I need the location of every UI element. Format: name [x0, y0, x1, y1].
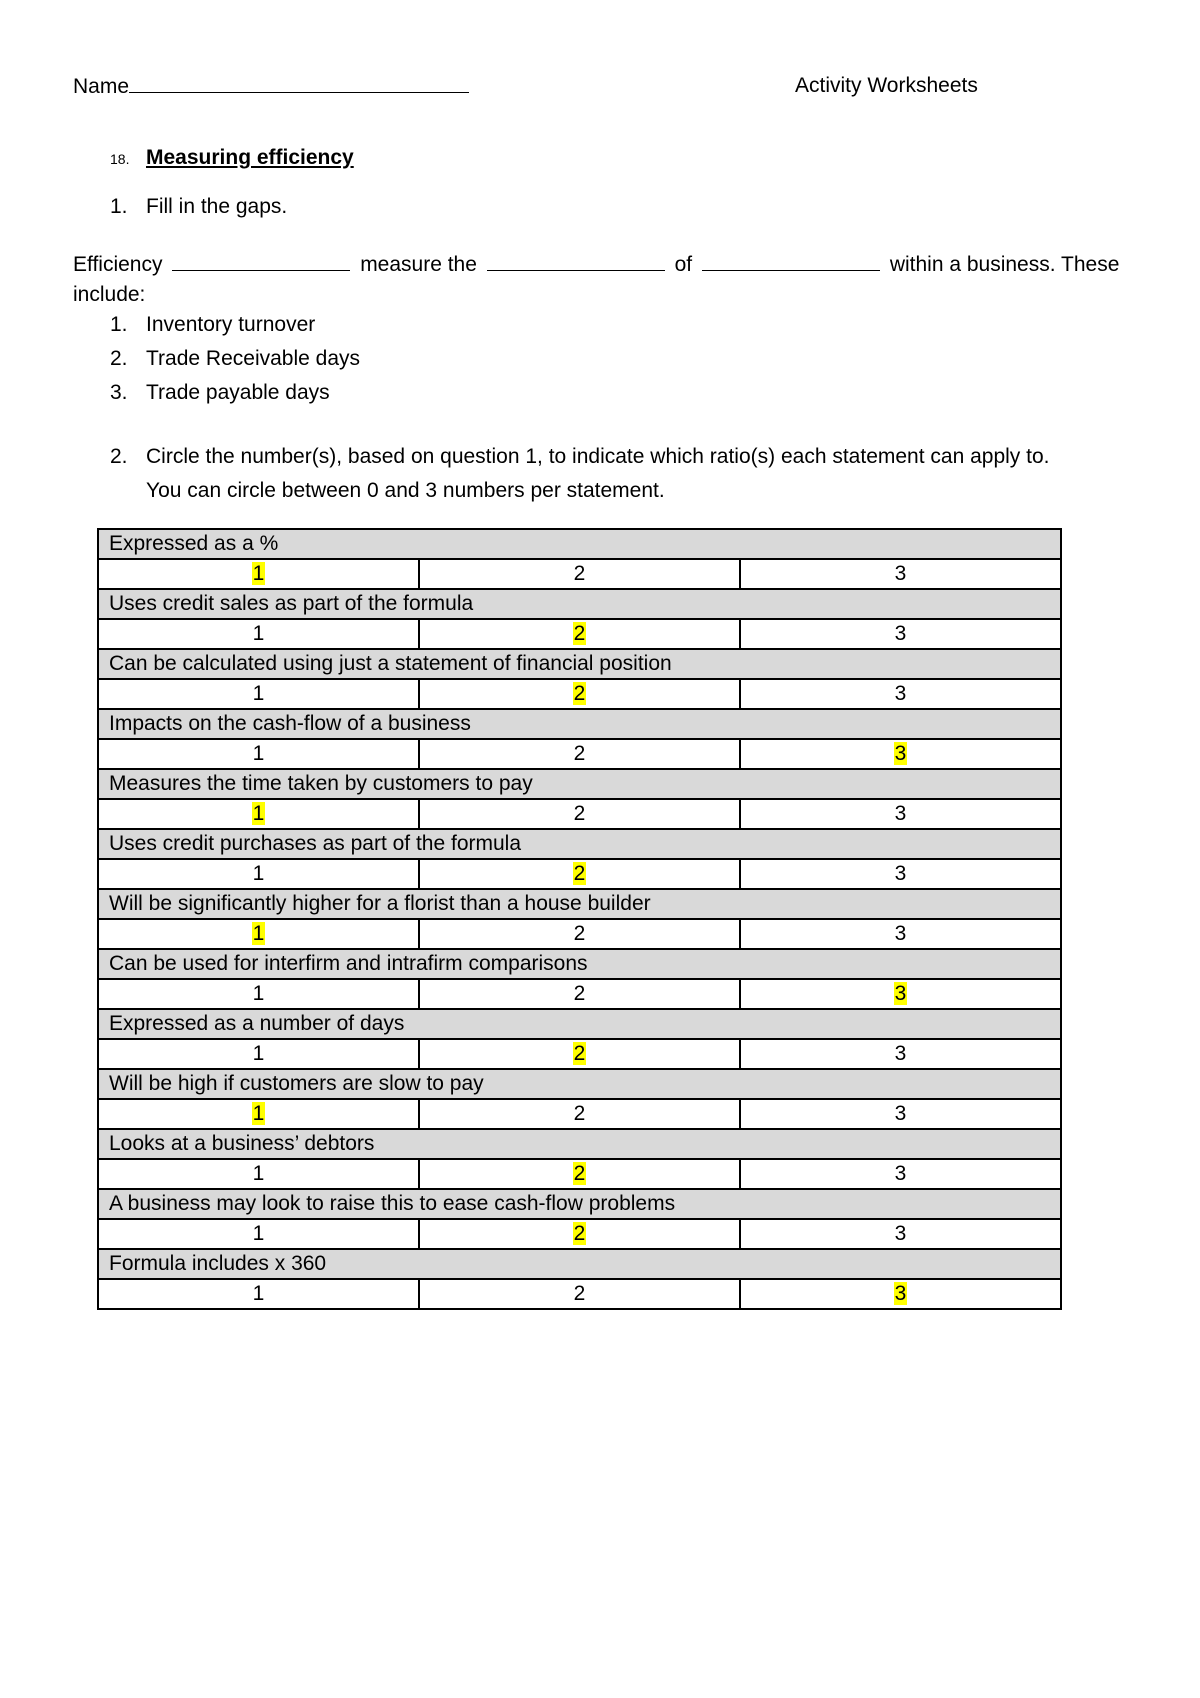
statement-row: [98, 889, 1061, 919]
option-cell[interactable]: [98, 919, 419, 949]
statement-text: Expressed as a number of days: [98, 1009, 1061, 1039]
options-row: [98, 919, 1061, 949]
option-number: 3: [894, 922, 907, 945]
option-number: 2: [573, 1102, 586, 1125]
option-cell[interactable]: [98, 799, 419, 829]
worksheet-title: Activity Worksheets: [795, 74, 978, 97]
options-row: [98, 799, 1061, 829]
option-cell[interactable]: [419, 979, 740, 1009]
option-cell[interactable]: [419, 1279, 740, 1309]
option-cell[interactable]: [98, 559, 419, 589]
statement-row: [98, 1129, 1061, 1159]
statement-row: [98, 1189, 1061, 1219]
option-cell[interactable]: [419, 799, 740, 829]
option-number: 1: [252, 922, 265, 945]
question-2-line-2: You can circle between 0 and 3 numbers per statement.: [146, 479, 665, 502]
option-cell[interactable]: [740, 979, 1061, 1009]
statement-row: [98, 1069, 1061, 1099]
option-cell[interactable]: [419, 559, 740, 589]
gap-blank-1[interactable]: [172, 252, 350, 271]
option-number: 1: [252, 1282, 265, 1305]
option-number: 1: [252, 1222, 265, 1245]
option-number: 3: [894, 1282, 907, 1305]
option-number: 2: [573, 562, 586, 585]
section-number: 18.: [110, 151, 130, 167]
statement-text: A business may look to raise this to ease cash-flow problems: [98, 1189, 1061, 1219]
gap-blank-2[interactable]: [487, 252, 665, 271]
statement-text: Can be used for interfirm and intrafirm comparisons: [98, 949, 1061, 979]
options-row: [98, 1159, 1061, 1189]
statement-row: [98, 829, 1061, 859]
options-row: [98, 1279, 1061, 1309]
option-cell[interactable]: [98, 1039, 419, 1069]
list-item: [110, 376, 360, 410]
list-item-label: Trade Receivable days: [146, 347, 360, 370]
statement-text: Can be calculated using just a statement of financial position: [98, 649, 1061, 679]
paragraph-part-1: Efficiency: [73, 253, 163, 276]
option-number: 1: [252, 1042, 265, 1065]
option-number: 3: [894, 982, 907, 1005]
statement-row: [98, 1249, 1061, 1279]
options-row: [98, 859, 1061, 889]
list-item-number: 1.: [110, 313, 128, 336]
option-number: 2: [573, 982, 586, 1005]
options-row: [98, 619, 1061, 649]
option-cell[interactable]: [98, 679, 419, 709]
option-cell[interactable]: [740, 1099, 1061, 1129]
option-cell[interactable]: [98, 979, 419, 1009]
option-number: 1: [252, 682, 265, 705]
option-number: 2: [573, 1282, 586, 1305]
option-cell[interactable]: [740, 679, 1061, 709]
option-cell[interactable]: [419, 1219, 740, 1249]
option-cell[interactable]: [98, 859, 419, 889]
statement-row: [98, 949, 1061, 979]
paragraph-part-3: of: [674, 253, 693, 276]
list-item-label: Inventory turnover: [146, 313, 316, 336]
option-cell[interactable]: [98, 1159, 419, 1189]
option-number: 2: [573, 742, 586, 765]
option-cell[interactable]: [419, 679, 740, 709]
options-row: [98, 1219, 1061, 1249]
statement-row: [98, 709, 1061, 739]
ratio-list: [110, 308, 360, 410]
option-number: 2: [573, 922, 586, 945]
option-cell[interactable]: [740, 559, 1061, 589]
option-number: 2: [573, 682, 586, 705]
question-2: [110, 440, 1160, 508]
statement-row: [98, 1009, 1061, 1039]
option-number: 3: [894, 742, 907, 765]
option-cell[interactable]: [419, 1159, 740, 1189]
option-cell[interactable]: [740, 739, 1061, 769]
option-number: 1: [252, 562, 265, 585]
option-cell[interactable]: [740, 859, 1061, 889]
option-cell[interactable]: [419, 1039, 740, 1069]
option-cell[interactable]: [419, 859, 740, 889]
section-title: Measuring efficiency: [146, 146, 354, 169]
question-2-number: 2.: [110, 445, 128, 468]
statement-row: [98, 529, 1061, 559]
paragraph-part-2: measure the: [360, 253, 477, 276]
list-item: [110, 342, 360, 376]
statement-text: Uses credit purchases as part of the formula: [98, 829, 1061, 859]
option-number: 1: [252, 802, 265, 825]
option-number: 3: [894, 1102, 907, 1125]
list-item-number: 2.: [110, 347, 128, 370]
option-cell[interactable]: [419, 619, 740, 649]
statement-row: [98, 769, 1061, 799]
name-blank-line[interactable]: [129, 74, 469, 93]
options-row: [98, 1099, 1061, 1129]
list-item-label: Trade payable days: [146, 381, 330, 404]
option-cell[interactable]: [740, 799, 1061, 829]
option-number: 1: [252, 862, 265, 885]
statement-row: [98, 589, 1061, 619]
option-number: 1: [252, 742, 265, 765]
option-cell[interactable]: [740, 619, 1061, 649]
option-cell[interactable]: [98, 739, 419, 769]
option-number: 3: [894, 562, 907, 585]
question-2-line-1: Circle the number(s), based on question 1, to indicate which ratio(s) each statement can apply to.: [146, 445, 1050, 468]
option-cell[interactable]: [98, 1219, 419, 1249]
option-number: 3: [894, 862, 907, 885]
option-cell[interactable]: [740, 1279, 1061, 1309]
option-number: 3: [894, 1222, 907, 1245]
statement-text: Uses credit sales as part of the formula: [98, 589, 1061, 619]
statement-text: Impacts on the cash-flow of a business: [98, 709, 1061, 739]
option-number: 3: [894, 802, 907, 825]
option-cell[interactable]: [740, 919, 1061, 949]
option-cell[interactable]: [740, 1159, 1061, 1189]
list-item: [110, 308, 360, 342]
statements-table: [97, 528, 1062, 1310]
paragraph-part-4: within a business. These include:: [73, 253, 1120, 306]
option-number: 2: [573, 1162, 586, 1185]
options-row: [98, 1039, 1061, 1069]
option-cell[interactable]: [98, 1099, 419, 1129]
option-number: 1: [252, 1102, 265, 1125]
fill-gaps-paragraph: [73, 250, 1143, 310]
list-item-number: 3.: [110, 381, 128, 404]
option-number: 2: [573, 1222, 586, 1245]
option-number: 1: [252, 982, 265, 1005]
option-number: 3: [894, 622, 907, 645]
option-number: 2: [573, 622, 586, 645]
option-number: 1: [252, 622, 265, 645]
statement-text: Will be high if customers are slow to pay: [98, 1069, 1061, 1099]
option-number: 2: [573, 802, 586, 825]
statement-text: Measures the time taken by customers to pay: [98, 769, 1061, 799]
option-cell[interactable]: [419, 1099, 740, 1129]
option-cell[interactable]: [419, 919, 740, 949]
option-number: 3: [894, 1162, 907, 1185]
name-field: [73, 74, 469, 99]
statement-row: [98, 649, 1061, 679]
name-label: Name: [73, 75, 130, 98]
options-row: [98, 739, 1061, 769]
option-number: 2: [573, 862, 586, 885]
options-row: [98, 559, 1061, 589]
options-row: [98, 679, 1061, 709]
section-heading: [110, 146, 354, 170]
options-row: [98, 979, 1061, 1009]
option-cell[interactable]: [98, 619, 419, 649]
option-cell[interactable]: [419, 739, 740, 769]
option-cell[interactable]: [740, 1039, 1061, 1069]
option-number: 1: [252, 1162, 265, 1185]
statement-text: Will be significantly higher for a florist than a house builder: [98, 889, 1061, 919]
question-1: [110, 195, 287, 219]
option-number: 3: [894, 682, 907, 705]
statement-text: Formula includes x 360: [98, 1249, 1061, 1279]
option-number: 3: [894, 1042, 907, 1065]
statement-text: Looks at a business’ debtors: [98, 1129, 1061, 1159]
question-1-number: 1.: [110, 195, 128, 218]
gap-blank-3[interactable]: [702, 252, 880, 271]
statement-text: Expressed as a %: [98, 529, 1061, 559]
option-cell[interactable]: [98, 1279, 419, 1309]
question-1-text: Fill in the gaps.: [146, 195, 288, 218]
option-number: 2: [573, 1042, 586, 1065]
option-cell[interactable]: [740, 1219, 1061, 1249]
